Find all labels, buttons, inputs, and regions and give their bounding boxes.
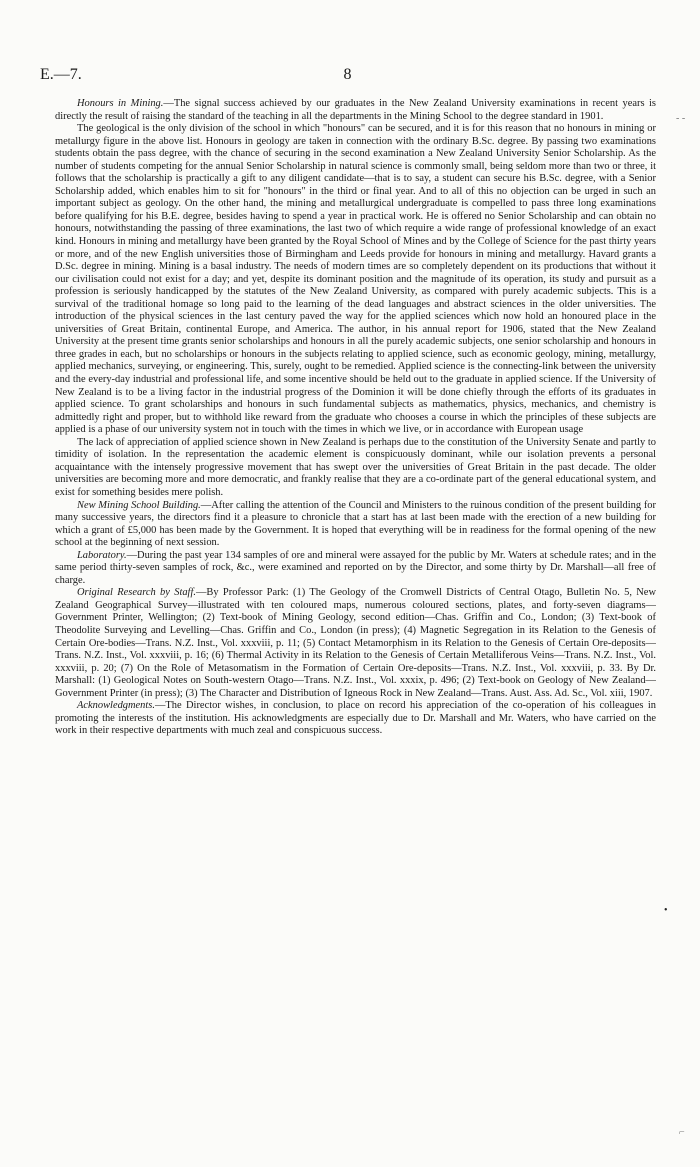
paragraph-text: —During the past year 134 samples of ore and mineral were assayed for the public by Mr. Waters at schedule rates; and in the same period thirty-seven samples of rock, &c., were examined and reported on by the Director, and some thirty by Dr. Marshall—all free of charge. [55,549,656,586]
paragraph-original-research [55,587,656,700]
paragraph-heading: New Mining School Building. [77,499,201,511]
report-reference: E.—7. [40,66,82,83]
paragraph-heading: Laboratory. [77,549,127,561]
paragraph-new-building [55,500,656,550]
paragraph-text: The geological is the only division of the school in which "honours" can be secured, and it is for this reason that no honours in mining or metallurgy figure in the above list. Honours in geology are taken in connection with the ordinary B.Sc. degree. By passing two examinations students obtain the pass degree, with the chance of securing in the second examination a New Zealand University Senior Scholarship. As the number of students competing for the annual Senior Scholarship in natural science is commonly small, being seldom more than two or three, it follows that the scholarship is practically a gift to any diligent candidate—that is to say, a student can secure his B.Sc. degree, with a Senior Scholarship added, which enables him to sit for "honours" in the third or final year. And to all of this no objection can be urged in such an important subject as geology. On the other hand, the mining and metallurgical undergraduate is compelled to pass three long examinations before qualifying for his B.E. degree, besides having to spend a year in practical work. He is offered no Senior Scholarship and can obtain no honours, notwithstanding the passing of three examinations, the last two of which require a wide range of professional knowledge of an exact kind. Honours in mining and metallurgy have been granted by the Royal School of Mines and by the College of Science for the past thirty years or more, and of the new English universities those of Birmingham and Leeds provide for honours in mining and metallurgy. Havard grants a D.Sc. degree in mining. Mining is a basal industry. The needs of modern times are so completely dependent on its productions that without it our civilisation could not exist for a day; and yet, despite its dominant position and the magnitude of its operation, its study and pursuit as a profession is seriously handicapped by the statutes of the New Zealand University, as compared with purely academic subjects. This is a survival of the traditional homage so long paid to the learning of the dead languages and abstract sciences in the older universities. The introduction of the physical sciences in the last century paved the way for the applied sciences which now hold an honoured place in the universities of Great Britain, continental Europe, and America. The author, in his annual report for 1906, stated that the New Zealand University at the present time grants senior scholarships and honours in all the purely academic subjects, one senior scholarship and honours in three grades in each, but no scholarships or honours in the subjects relating to applied science, such as economic geology, mining, metallurgy, applied mechanics, surveying, or engineering. This, surely, ought to be remedied. Applied science is the connecting-link between the university and the every-day industrial and professional life, and some incentive should be held out to the graduate in applied science. If the University of New Zealand is to be a living factor in the industrial progress of the Dominion it will be done chiefly through the efforts of its graduates in applied science. To grant scholarships and honours in such fundamental subjects as mathematics, physics, mechanics, and chemistry is admittedly right and proper, but to withhold like reward from the graduate who chooses a course in which the principles of these subjects are applied is a phase of our university system not in touch with the times in which we live, or in accordance with European usage [55,123,656,436]
paragraph-text: —The signal success achieved by our graduates in the New Zealand University examinations in recent years is directly the result of raising the standard of the teaching in all the departments in the Mining School to the degree standard in 1901. [55,98,656,122]
paragraph-text: The lack of appreciation of applied science shown in New Zealand is perhaps due to the constitution of the University Senate and partly to timidity of isolation. In the representation the academic element is conspicuously dominant, while our isolation prevents a personal acquaintance with the intensely progressive movement that has swept over the universities of Great Britain in the past decade. The older universities are becoming more and more democratic, and frankly realise that they are a co-ordinate part of the general educational system, and exist for something besides mere polish. [55,436,656,498]
page-header [40,66,655,88]
paragraph-text: —The Director wishes, in conclusion, to place on record his appreciation of the co-operation of his colleagues in promoting the interests of the institution. His acknowledgments are especially due to Dr. Marshall and Mr. Waters, who have carried on the work in their respective departments with much zeal and conspicuous success. [55,700,656,737]
paragraph-text: —By Professor Park: (1) The Geology of the Cromwell Districts of Central Otago, Bulletin No. 5, New Zealand Geographical Survey—illustrated with ten coloured maps, numerous coloured sections, plates, and forty-seven diagrams—Government Printer, Wellington; (2) Text-book of Mining Geology, second edition—Chas. Griffin and Co., London; (3) Text-book of Theodolite Surveying and Levelling—Chas. Griffin and Co., London (in press); (4) Magnetic Segregation in its Relation to the Genesis of Certain Ore-bodies—Trans. N.Z. Inst., Vol. xxxviii, p. 11; (5) Contact Metamorphism in its Relation to the Genesis of Certain Ore-deposits—Trans. N.Z. Inst., Vol. xxxviii, p. 16; (6) Thermal Activity in its Relation to the Genesis of Certain Metalliferous Veins—Trans. N.Z. Inst., Vol. xxxviii, p. 20; (7) On the Role of Metasomatism in the Formation of Certain Ore-deposits—Trans. N.Z. Inst., Vol. xxxviii, p. 33. By Dr. Marshall: (1) Geological Notes on South-western Otago—Trans. N.Z. Inst., Vol. xxxix, p. 496; (2) Text-book on Geology of New Zealand—Government Printer (in press); (3) The Character and Distribution of Igneous Rock in New Zealand—Trans. Aust. Ass. Ad. Sc., Vol. xiii, 1907. [55,587,656,699]
corner-scan-mark: ⌐ [679,1127,685,1138]
paragraph-heading: Honours in Mining. [77,98,164,109]
page-body [55,98,656,738]
paragraph-acknowledgments [55,700,656,738]
paragraph-heading: Original Research by Staff. [77,587,196,599]
paragraph-applied-science [55,437,656,500]
paragraph-text: —After calling the attention of the Council and Ministers to the ruinous condition of the present building for many successive years, the directors find it a pleasure to chronicle that a start has at last been made with the erection of a new building for which a grant of £5,000 has been made by the Government. It is hoped that everything will be in readiness for the formal opening of the new school at the beginning of next session. [55,499,656,549]
paragraph-honours-in-mining [55,98,656,123]
paragraph-geology-honours [55,123,656,437]
margin-scan-mark: ‐ ‐ [676,113,686,124]
paragraph-heading: Acknowledgments. [77,700,155,712]
paragraph-laboratory [55,550,656,588]
page-number: 8 [343,66,352,83]
margin-dot-mark: • [664,905,668,916]
